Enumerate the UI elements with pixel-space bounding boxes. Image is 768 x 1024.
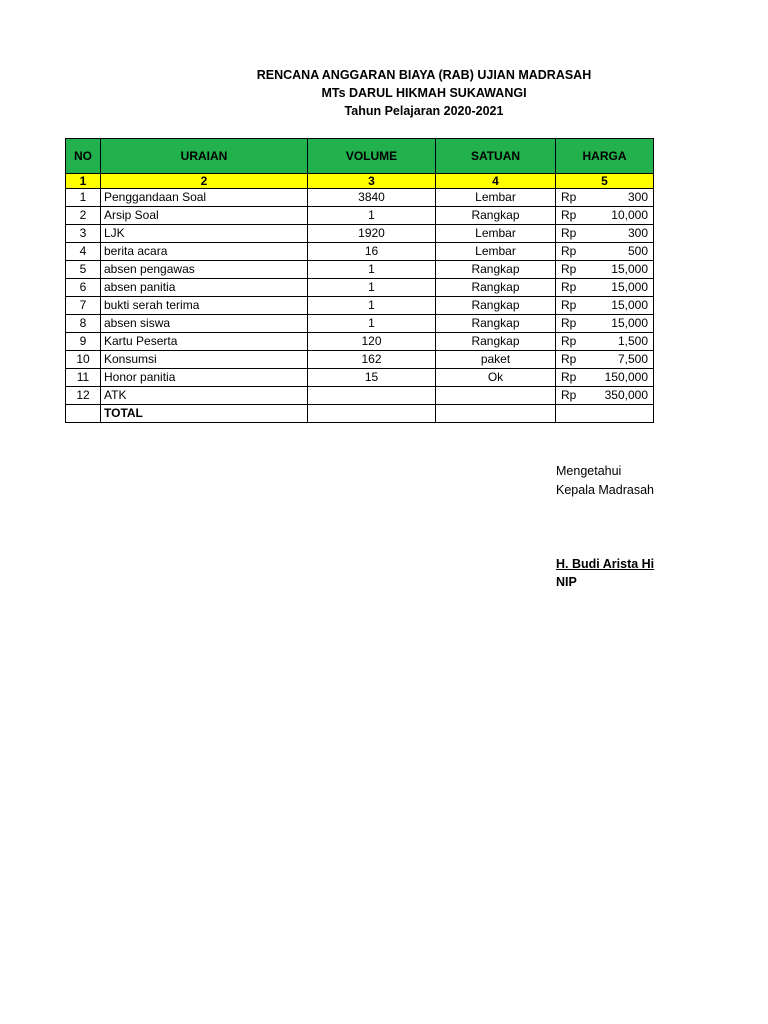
row-uraian: Arsip Soal	[101, 207, 308, 225]
col-header-satuan: SATUAN	[436, 139, 556, 174]
row-volume: 1	[308, 315, 436, 333]
row-no: 4	[66, 243, 101, 261]
row-uraian: absen siswa	[101, 315, 308, 333]
row-uraian: Konsumsi	[101, 351, 308, 369]
col-index: 2	[101, 174, 308, 189]
row-harga	[556, 279, 654, 297]
row-volume: 1	[308, 279, 436, 297]
price-amount: 150,000	[604, 370, 648, 384]
row-no: 10	[66, 351, 101, 369]
price-amount: 15,000	[611, 262, 648, 276]
nip-label: NIP	[556, 575, 577, 589]
row-volume: 15	[308, 369, 436, 387]
row-satuan: Lembar	[436, 189, 556, 207]
row-satuan: Ok	[436, 369, 556, 387]
table-row	[66, 387, 654, 405]
budget-table	[65, 138, 654, 423]
price-amount: 1,500	[617, 334, 648, 348]
row-no: 12	[66, 387, 101, 405]
row-volume: 1	[308, 261, 436, 279]
price-amount: 350,000	[604, 388, 648, 402]
row-satuan: Rangkap	[436, 297, 556, 315]
price-amount: 10,000	[611, 208, 648, 222]
row-volume: 162	[308, 351, 436, 369]
table-header-row	[66, 139, 654, 174]
currency-label: Rp	[561, 208, 577, 222]
row-uraian: ATK	[101, 387, 308, 405]
price-amount: 15,000	[611, 298, 648, 312]
col-index: 4	[436, 174, 556, 189]
row-harga	[556, 243, 654, 261]
row-harga	[556, 207, 654, 225]
row-satuan: paket	[436, 351, 556, 369]
row-harga	[556, 387, 654, 405]
row-volume: 1	[308, 297, 436, 315]
table-row	[66, 351, 654, 369]
currency-label: Rp	[561, 298, 577, 312]
total-row	[66, 405, 654, 423]
currency-label: Rp	[561, 316, 577, 330]
row-harga	[556, 351, 654, 369]
table-row	[66, 279, 654, 297]
acknowledged-label: Mengetahui	[556, 464, 622, 478]
row-harga	[556, 225, 654, 243]
row-uraian: absen pengawas	[101, 261, 308, 279]
col-index: 3	[308, 174, 436, 189]
table-row	[66, 315, 654, 333]
row-no: 11	[66, 369, 101, 387]
currency-label: Rp	[561, 370, 577, 384]
row-no: 9	[66, 333, 101, 351]
row-no: 3	[66, 225, 101, 243]
col-header-harga: HARGA	[556, 139, 654, 174]
row-harga	[556, 297, 654, 315]
table-row	[66, 207, 654, 225]
currency-label: Rp	[561, 226, 577, 240]
row-volume	[308, 387, 436, 405]
price-amount: 7,500	[617, 352, 648, 366]
table-row	[66, 225, 654, 243]
col-index: 5	[556, 174, 654, 189]
row-harga	[556, 189, 654, 207]
row-uraian: Kartu Peserta	[101, 333, 308, 351]
column-index-row	[66, 174, 654, 189]
total-label: TOTAL	[101, 405, 308, 423]
row-uraian: Penggandaan Soal	[101, 189, 308, 207]
row-volume: 1	[308, 207, 436, 225]
row-no: 8	[66, 315, 101, 333]
row-no: 1	[66, 189, 101, 207]
currency-label: Rp	[561, 334, 577, 348]
table-row	[66, 243, 654, 261]
row-volume: 120	[308, 333, 436, 351]
row-volume: 3840	[308, 189, 436, 207]
table-row	[66, 189, 654, 207]
row-volume: 16	[308, 243, 436, 261]
table-row	[66, 369, 654, 387]
school-name: MTs DARUL HIKMAH SUKAWANGI	[321, 86, 527, 100]
row-harga	[556, 261, 654, 279]
document-title: RENCANA ANGGARAN BIAYA (RAB) UJIAN MADRASAH	[256, 68, 592, 82]
row-satuan: Rangkap	[436, 333, 556, 351]
currency-label: Rp	[561, 262, 577, 276]
row-harga	[556, 333, 654, 351]
row-no: 7	[66, 297, 101, 315]
row-satuan: Rangkap	[436, 279, 556, 297]
price-amount: 300	[627, 190, 648, 204]
signatory-name: H. Budi Arista Hi	[556, 557, 655, 571]
row-uraian: bukti serah terima	[101, 297, 308, 315]
row-harga	[556, 369, 654, 387]
row-no: 6	[66, 279, 101, 297]
row-no: 5	[66, 261, 101, 279]
row-uraian: berita acara	[101, 243, 308, 261]
col-header-volume: VOLUME	[308, 139, 436, 174]
row-satuan: Rangkap	[436, 207, 556, 225]
col-index: 1	[66, 174, 101, 189]
price-amount: 15,000	[611, 316, 648, 330]
row-no: 2	[66, 207, 101, 225]
row-uraian: LJK	[101, 225, 308, 243]
row-satuan: Rangkap	[436, 315, 556, 333]
table-row	[66, 261, 654, 279]
currency-label: Rp	[561, 388, 577, 402]
currency-label: Rp	[561, 280, 577, 294]
row-satuan	[436, 387, 556, 405]
academic-year: Tahun Pelajaran 2020-2021	[344, 104, 504, 118]
price-amount: 500	[627, 244, 648, 258]
price-amount: 300	[627, 226, 648, 240]
currency-label: Rp	[561, 244, 577, 258]
row-harga	[556, 315, 654, 333]
col-header-no: NO	[66, 139, 101, 174]
price-amount: 15,000	[611, 280, 648, 294]
currency-label: Rp	[561, 352, 577, 366]
row-satuan: Lembar	[436, 225, 556, 243]
row-uraian: absen panitia	[101, 279, 308, 297]
table-row	[66, 297, 654, 315]
col-header-uraian: URAIAN	[101, 139, 308, 174]
table-row	[66, 333, 654, 351]
headmaster-title: Kepala Madrasah	[556, 483, 654, 497]
row-uraian: Honor panitia	[101, 369, 308, 387]
row-satuan: Lembar	[436, 243, 556, 261]
row-satuan: Rangkap	[436, 261, 556, 279]
row-volume: 1920	[308, 225, 436, 243]
currency-label: Rp	[561, 190, 577, 204]
